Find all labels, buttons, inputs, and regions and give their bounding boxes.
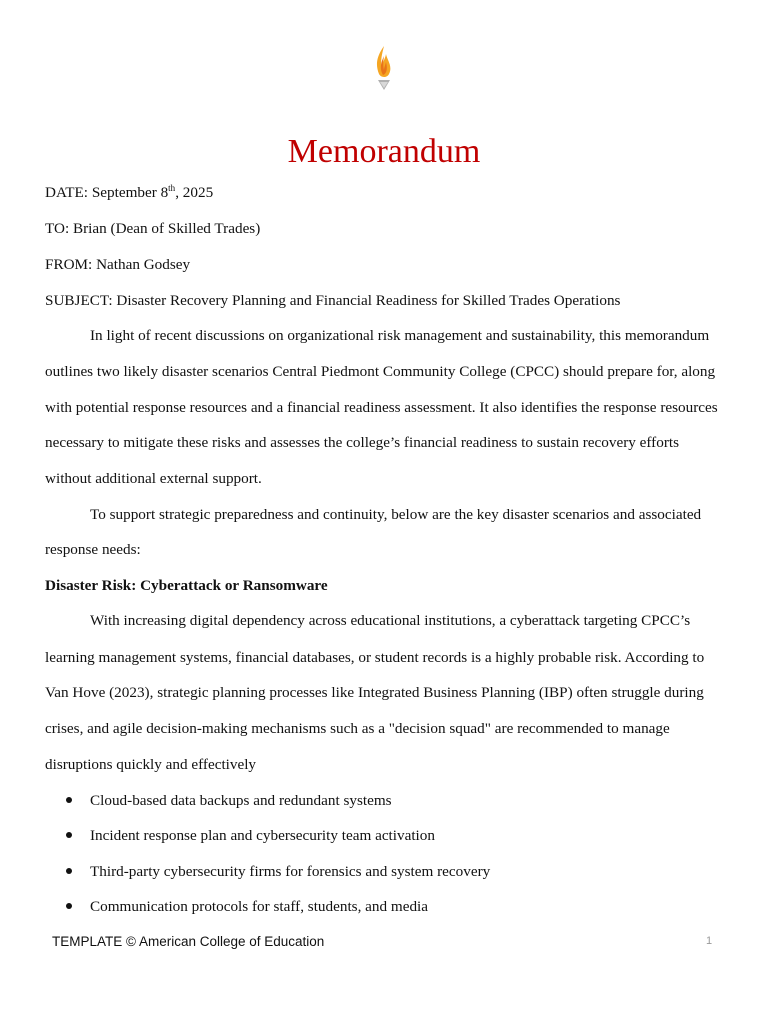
intro-line: without additional external support. bbox=[45, 470, 262, 487]
date-month-day: September 8 bbox=[91, 184, 169, 201]
subject-line: SUBJECT: Disaster Recovery Planning and Financial Readiness for Skilled Trades Operations bbox=[45, 292, 621, 309]
intro-line: In light of recent discussions on organizational risk management and sustainability, this memorandum bbox=[90, 327, 710, 344]
list-item: Third-party cybersecurity firms for forensics and system recovery bbox=[90, 863, 491, 880]
support-line: response needs: bbox=[45, 541, 141, 558]
date-label: DATE: bbox=[45, 184, 89, 201]
list-item: Communication protocols for staff, students, and media bbox=[90, 898, 429, 915]
bullet-icon bbox=[66, 903, 72, 909]
torch-flame-icon bbox=[369, 44, 399, 94]
date-year: , 2025 bbox=[175, 184, 214, 201]
from-line: FROM: Nathan Godsey bbox=[45, 256, 191, 273]
section-line: With increasing digital dependency across educational institutions, a cyberattack targeting CPCC’s bbox=[90, 612, 691, 629]
bullet-icon bbox=[66, 832, 72, 838]
date-line bbox=[45, 183, 213, 203]
list-item: Incident response plan and cybersecurity team activation bbox=[90, 827, 435, 844]
footer-text: TEMPLATE © American College of Education bbox=[52, 934, 325, 949]
support-line: To support strategic preparedness and continuity, below are the key disaster scenarios and associated bbox=[90, 506, 702, 523]
to-line: TO: Brian (Dean of Skilled Trades) bbox=[45, 220, 261, 237]
date-suffix: th bbox=[168, 182, 176, 193]
section-line: Van Hove (2023), strategic planning processes like Integrated Business Planning (IBP) often struggle during bbox=[45, 684, 704, 701]
section-line: learning management systems, financial databases, or student records is a highly probable risk. According to bbox=[45, 649, 705, 666]
section-heading: Disaster Risk: Cyberattack or Ransomware bbox=[45, 577, 328, 594]
intro-line: with potential response resources and a financial readiness assessment. It also identifies the response resources bbox=[45, 399, 718, 416]
bullet-icon bbox=[66, 797, 72, 803]
bullet-icon bbox=[66, 868, 72, 874]
intro-line: outlines two likely disaster scenarios Central Piedmont Community College (CPCC) should prepare for, along bbox=[45, 363, 716, 380]
section-line: disruptions quickly and effectively bbox=[45, 756, 257, 773]
list-item: Cloud-based data backups and redundant systems bbox=[90, 792, 392, 809]
intro-line: necessary to mitigate these risks and assesses the college’s financial readiness to sustain recovery efforts bbox=[45, 434, 680, 451]
page-number: 1 bbox=[706, 935, 713, 947]
section-line: crises, and agile decision-making mechanisms such as a "decision squad" are recommended to manage bbox=[45, 720, 670, 737]
page-title: Memorandum bbox=[287, 133, 481, 170]
